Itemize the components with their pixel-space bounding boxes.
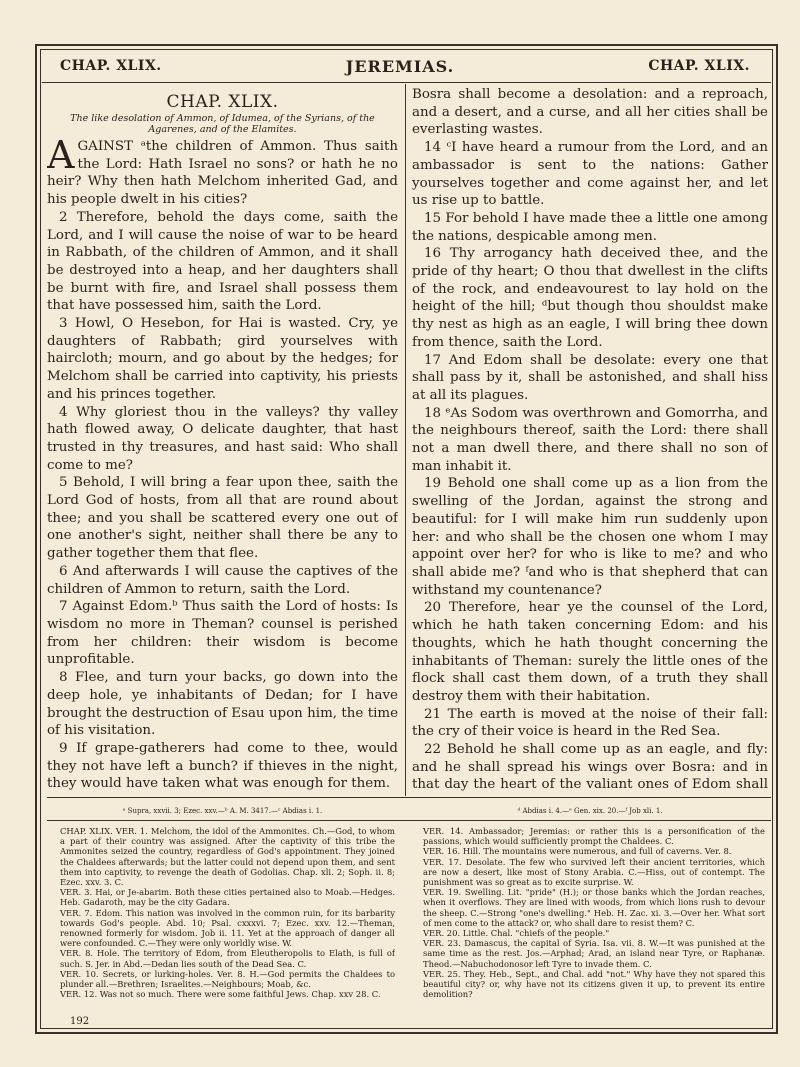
running-header-right: CHAP. XLIX. (648, 58, 750, 74)
verse: 3 Howl, O Hesebon, for Hai is wasted. Cry, ye daughters of Rabbath; gird yourselves with haircloth; mourn, and go about by the hedges; for Melchom shall be carried into captivity, his priests and his princes together. (47, 316, 398, 402)
commentary-note: VER. 7. Edom. This nation was involved in the common ruin, for its barbarity towards God's people. Abd. 10; Psal. cxxxvi. 7; Ezec. xxv. 12.—Theman, renowned formerly for wisdom. Job ii. 11. Yet at the approach of danger all were confounded. C.—They were only worldly wise. W. (60, 907, 395, 949)
verse: 7 Against Edom.ᵇ Thus saith the Lord of hosts: Is wisdom no more in Theman? counsel is perished from her children: their wisdom is become unprofitable. (47, 599, 398, 668)
verse: 14 ᶜI have heard a rumour from the Lord, and an ambassador is sent to the nations: Gather yourselves together and come against her, and let us rise up to battle. (412, 140, 768, 209)
verse: 5 Behold, I will bring a fear upon thee, saith the Lord God of hosts, from all that are round about thee; and you shall be scattered every one out of one another's sight, neither shall there be any to gather together them that flee. (47, 475, 398, 562)
verse: 21 The earth is moved at the noise of their fall: the cry of their voice is heard in the Red Sea. (412, 706, 768, 740)
commentary-note: VER. 3. Hai, or Je-abarim. Both these cities pertained also to Moab.—Hedges. Heb. Gadaroth, may be the city Gadara. (60, 887, 395, 908)
verse: 9 If grape-gatherers had come to thee, would they not have left a bunch? if thieves in the night, they would have taken what was enough for them. (47, 740, 398, 792)
drop-cap: A (47, 133, 75, 177)
verse: 15 For behold I have made thee a little one among the nations, despicable among men. (412, 210, 768, 244)
commentary-note: VER. 10. Secrets, or lurking-holes. Ver. 8. H.—God permits the Chaldees to plunder all.—Brethren; Israelites.—Neighbours; Moab, &c. (60, 968, 395, 990)
commentary-note: VER. 16. Hill. The mountains were numerous, and full of caverns. Ver. 8. (423, 846, 732, 857)
chapter-summary: The like desolation of Ammon, of Idumea, of the Syrians, of the Agarenes, and of the Elamites. (70, 113, 375, 135)
footnote-rule (47, 797, 771, 798)
footnote-right: ᵈ Abdias i. 4.—ᵉ Gen. xix. 20.—ᶠ Job xli. 1. (517, 807, 663, 815)
commentary-note: VER. 14. Ambassador; Jeremias: or rather this is a personification of the passions, which would sufficiently prompt the Chaldees. C. (423, 826, 765, 847)
commentary-left (60, 826, 395, 1031)
commentary-note: VER. 8. Hole. The territory of Edom, from Eleutheropolis to Elath, is full of such. S. Jer. in Abd.—Dedan lies south of the Dead Sea. C. (60, 948, 395, 969)
verse: 6 And afterwards I will cause the captives of the children of Ammon to return, saith the Lord. (47, 563, 398, 597)
right-text-column (412, 86, 768, 794)
commentary-note: VER. 23. Damascus, the capital of Syria. Isa. vii. 8. W.—It was punished at the same time as the rest. Jos.—Arphad; Arad, an island near Tyre, or Raphanæ. Theod.—Nabuchodonosor left Tyre to invade them. C. (423, 938, 765, 969)
footnote-left: ᵃ Supra, xxvii. 3; Ezec. xxv.—ᵇ A. M. 3417.—ᶜ Abdias i. 1. (122, 807, 323, 815)
verse: 16 Thy arrogancy hath deceived thee, and the pride of thy heart; O thou that dwellest in the clifts of the rock, and endeavourest to lay hold on the height of the hill; ᵈbut though thou shouldst make thy nest as high as an eagle, I will bring thee down from thence, saith the Lord. (412, 246, 768, 350)
chapter-title: CHAP. XLIX. (166, 92, 279, 112)
commentary-note: VER. 19. Swelling. Lit. "pride" (H.); or those banks which the Jordan reaches, when it overflows. They are lined with woods, from which lions rush to devour the sheep. C.—Strong "one's dwelling." Heb. H. Zac. xi. 3.—Over her. What sort of men come to the attack? or, who shall dare to resist them? C. (423, 887, 765, 928)
verse: 4 Why gloriest thou in the valleys? thy valley hath flowed away, O delicate daughter, that hast trusted in thy treasures, and hast said: Who shall come to me? (47, 404, 398, 473)
verse: 20 Therefore, hear ye the counsel of the Lord, which he hath taken concerning Edom: and his thoughts, which he hath thought concerning the inhabitants of Theman: surely the little ones of the flock shall cast them down, of a truth they shall destroy them with their habitation. (412, 600, 768, 704)
verse: 8 Flee, and turn your backs, go down into the deep hole, ye inhabitants of Dedan; for I have brought the destruction of Esau upon him, the time of his visitation. (47, 670, 398, 739)
verse: 17 And Edom shall be desolate: every one that shall pass by it, shall be astonished, and shall hiss at all its plagues. (412, 352, 768, 403)
verse: 18 ᵉAs Sodom was overthrown and Gomorrha, and the neighbours thereof, saith the Lord: there shall not a man dwell there, and there shall no son of man inhabit it. (412, 405, 768, 474)
running-header-title: JEREMIAS. (345, 57, 455, 76)
left-text-column (47, 86, 398, 794)
commentary-rule (47, 820, 771, 821)
verse: 19 Behold one shall come up as a lion from the swelling of the Jordan, against the strong and beautiful: for I will make him run suddenly upon her: and who shall be the chosen one whom I may appoint over her? for who is like to me? and who shall abide me? ᶠand who is that shepherd that can withstand my countenance? (412, 476, 768, 598)
verse: 22 Behold he shall come up as an eagle, and fly: and he shall spread his wings over Bosra: and in that day the heart of the valiant ones of Edom shall (412, 742, 768, 793)
verse: AGAINST ᵃthe children of Ammon. Thus saith the Lord: Hath Israel no sons? or hath he no heir? Why then hath Melchom inherited Gad, and his people dwelt in his cities? (47, 133, 398, 208)
commentary-note: VER. 20. Little. Chal. "chiefs of the people." (423, 928, 610, 939)
running-header-left: CHAP. XLIX. (60, 58, 162, 74)
commentary-right (423, 826, 765, 1031)
commentary-note: CHAP. XLIX. VER. 1. Melchom, the idol of the Ammonites. Ch.—God, to whom a part of their country was assigned. After the captivity of this tribe the Ammonites seized the country, regardless of God's appointment. They joined the Chaldees afterwards; but the latter could not depend upon them, and sent them into captivity, to revenge the death of Godolias. Chap. xli. 2; Soph. ii. 8; Ezec. xxv. 3. C. (60, 826, 395, 888)
commentary-note: VER. 17. Desolate. The few who survived left their ancient territories, which are now a desert, like most of Stony Arabia. C.—Hiss, out of contempt. The punishment was so great as to excite surprise. W. (423, 856, 765, 888)
commentary-note: VER. 12. Was not so much. There were some faithful Jews. Chap. xxv 28. C. (60, 989, 381, 1000)
verse: Bosra shall become a desolation: and a reproach, and a desert, and a curse, and all her cities shall be everlasting wastes. (412, 87, 768, 138)
header-rule (42, 82, 771, 83)
column-divider (405, 84, 406, 796)
page-number: 192 (70, 1016, 90, 1027)
verse (47, 793, 398, 794)
verse: 2 Therefore, behold the days come, saith the Lord, and I will cause the noise of war to be heard in Rabbath, of the children of Ammon, and it shall be destroyed into a heap, and her daughters shall be burnt with fire, and Israel shall possess them that have possessed him, saith the Lord. (47, 209, 398, 314)
commentary-note: VER. 25. They. Heb., Sept., and Chal. add "not." Why have they not spared this beautiful city? or, why have not its citizens given it up, to prevent its entire demolition? (423, 968, 765, 1000)
